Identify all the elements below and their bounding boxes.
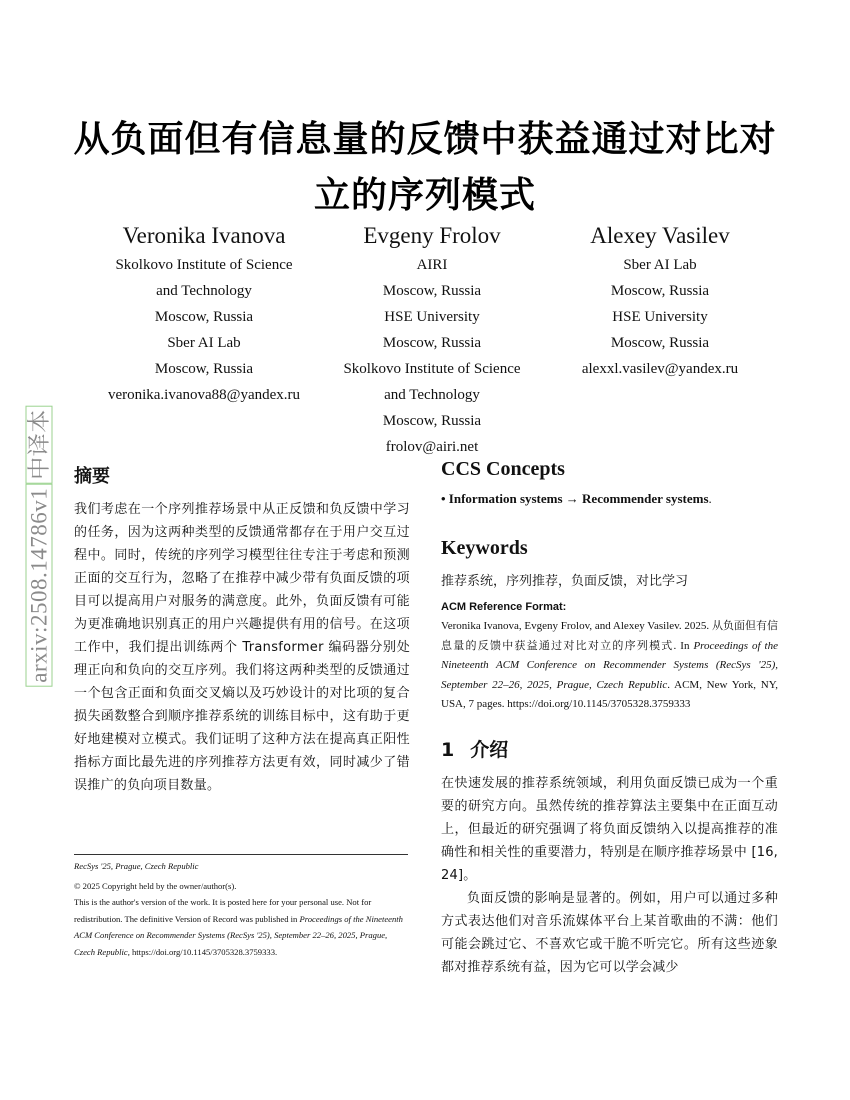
footnote-proceedings: Proceedings of the Nineteenth ACM Conference on Recommender Systems (RecSys '25), September 22–26, 2025, Prague, Czech Republic [74,913,403,957]
author-affiliation: Sber AI Lab [167,335,241,351]
ccs-tail: . [708,491,712,506]
author-block [325,220,539,460]
acm-reference [441,617,778,715]
right-column [441,458,778,979]
section-title: 介绍 [470,738,509,761]
left-column [74,462,410,797]
paper-title: 从负面但有信息量的反馈中获益通过对比对立的序列模式 [73,119,777,216]
author-name: Evgeny Frolov [363,223,501,248]
author-email: frolov@airi.net [385,439,479,455]
acm-reference-proceedings: Proceedings of the Nineteenth ACM Conference on Recommender Systems (RecSys '25), September 22–26, 2025, Prague, Czech Republic [441,639,778,691]
author-affiliation: Moscow, Russia [610,335,710,351]
keywords: 推荐系统，序列推荐，负面反馈，对比学习 [441,574,689,589]
author-affiliation: and Technology [384,387,480,403]
author-affiliation: Moscow, Russia [610,283,710,299]
author-affiliation: Sber AI Lab [623,257,697,273]
footnote-notice [74,894,410,960]
author-affiliation: Moscow, Russia [382,413,482,429]
section-heading-introduction [441,735,778,762]
keywords-heading: Keywords [441,537,528,559]
author-block [88,220,320,408]
author-affiliation: Skolkovo Institute of Science [115,257,293,273]
footnote-copyright: © 2025 Copyright held by the owner/author(s). [74,880,237,891]
acm-reference-authors: Veronika Ivanova, Evgeny Frolov, and Alexey Vasilev. 2025. 从负面但有信息量的反馈中获益通过对比对立的序列模式. In [441,620,778,652]
arxiv-watermark [21,390,53,702]
abstract-heading: 摘要 [74,466,110,487]
author-affiliation: Moscow, Russia [382,335,482,351]
footnote [74,858,410,960]
author-name: Veronika Ivanova [122,223,286,248]
footnote-text: This is the author's version of the work. It is posted here for your personal use. Not for redistribution. The definitive Version of Record was published in [74,897,372,924]
footnote-venue: RecSys '25, Prague, Czech Republic [74,861,199,871]
footnote-divider [74,854,408,855]
author-email: veronika.ivanova88@yandex.ru [107,387,301,403]
author-email: alexxl.vasilev@yandex.ru [581,361,739,377]
abstract-text: 我们考虑在一个序列推荐场景中从正反馈和负反馈中学习的任务，因为这两种类型的反馈通常都存在于用户交互过程中。同时，传统的序列学习模型往往专注于考虑和预测正面的交互行为，忽略了在推荐中减少带有负面反馈的项目可以提高用户对服务的满意度。此外，负面反馈有可能为更准确地识别真正的用户兴趣提供有用的信号。在这项工作中，我们提出训练两个 Transformer 编码器分别处理正向和负向的交互序列。我们将这两种类型的反馈通过一个包含正面和负面交叉熵以及巧妙设计的对比项的复合损失函数整合到顺序推荐系统的训练目标中，这有助于更好地建模对立模式。我们证明了这种方法在提高真正阳性指标方面比最先进的序列推荐方法更有效，同时减少了错误推广的负向项目数量。 [74,502,410,793]
intro-paragraph: 负面反馈的影响是显著的。例如，用户可以通过多种方式表达他们对音乐流媒体平台上某首歌曲的不满：他们可能会跳过它、不喜欢它或干脆不听完它。所有这些迹象都对推荐系统有益，因为它可以学会减少 [441,890,778,975]
author-affiliation: Moscow, Russia [382,283,482,299]
author-affiliation: Skolkovo Institute of Science [343,361,521,377]
acm-reference-doi[interactable]: . ACM, New York, NY, USA, 7 pages. https://doi.org/10.1145/3705328.3759333 [441,678,779,710]
author-affiliation: Moscow, Russia [154,309,254,325]
author-affiliation: Moscow, Russia [154,361,254,377]
ccs-heading: CCS Concepts [441,458,565,480]
author-block [560,220,760,382]
ccs-concept-text: • Information systems → Recommender systems [441,491,709,506]
author-affiliation: AIRI [416,257,448,273]
acm-reference-heading: ACM Reference Format: [441,601,567,613]
ccs-concepts [441,491,778,507]
intro-paragraph: 在快速发展的推荐系统领域，利用负面反馈已成为一个重要的研究方向。虽然传统的推荐算法主要集中在正面互动上，但最近的研究强调了将负面反馈纳入以提高推荐的准确性和相关性的重要潜力，特别是在顺序推荐场景中 [16, 24]。 [441,775,778,883]
arxiv-tag[interactable]: 中译本 [26,405,53,484]
author-affiliation: HSE University [612,309,708,325]
author-name: Alexey Vasilev [590,223,730,248]
arxiv-id[interactable]: arxiv:2508.14786v1 [26,484,53,687]
author-affiliation: HSE University [384,309,480,325]
section-number: 1 [441,738,455,761]
author-affiliation: and Technology [156,283,252,299]
footnote-doi[interactable]: , https://doi.org/10.1145/3705328.3759333. [127,946,278,957]
